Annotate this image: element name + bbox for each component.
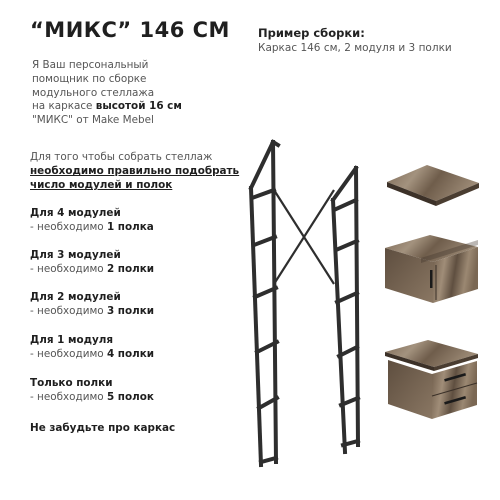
intro-line: Я Ваш персональный: [32, 59, 149, 71]
requirement-line-emphasis: число модулей и полок: [30, 179, 173, 191]
intro-line: "МИКС" от Make Mebel: [32, 114, 154, 127]
frame-reminder: Не забудьте про каркас: [30, 422, 176, 434]
module-rule-count: 2 полки: [106, 263, 155, 275]
door-handle-icon: [430, 270, 433, 288]
module-rule-text: - необходимо: [30, 348, 107, 360]
cross-brace: [274, 190, 334, 284]
drawer-module: [385, 340, 478, 419]
intro-line: модульного стеллажа: [32, 86, 155, 99]
module-rule-text: - необходимо: [30, 221, 107, 233]
module-rule-heading: Для 2 модулей: [30, 291, 121, 303]
module-rule-count: 5 полок: [106, 391, 154, 403]
frame-ladder-right: [333, 168, 358, 452]
module-rule-text: - необходимо: [30, 263, 107, 275]
requirement-line-emphasis: необходимо правильно подобрать: [30, 165, 240, 177]
page-title: “МИКС” 146 СМ: [30, 18, 230, 42]
module-rule-count: 1 полка: [106, 221, 154, 233]
module-rule-heading: Для 4 модулей: [30, 207, 121, 219]
shelf-panel: [387, 165, 479, 206]
intro-height-bold: высотой 16 см: [95, 100, 182, 113]
module-rule-count: 4 полки: [106, 348, 155, 360]
module-rule-heading: Для 3 модулей: [30, 249, 121, 261]
module-rule-heading: Только полки: [30, 377, 113, 389]
door-module: [385, 235, 478, 303]
requirement-line: Для того чтобы собрать стеллаж: [30, 151, 213, 163]
module-rule-text: - необходимо: [30, 391, 107, 403]
intro-line: помощник по сборке: [32, 72, 147, 85]
intro-text-fragment: на каркасе: [32, 100, 96, 113]
module-rule-text: - необходимо: [30, 305, 107, 317]
module-rule-heading: Для 1 модуля: [30, 334, 114, 346]
example-description: Каркас 146 см, 2 модуля и 3 полки: [258, 42, 452, 54]
module-rule-count: 3 полки: [106, 305, 155, 317]
example-title: Пример сборки:: [258, 26, 365, 40]
